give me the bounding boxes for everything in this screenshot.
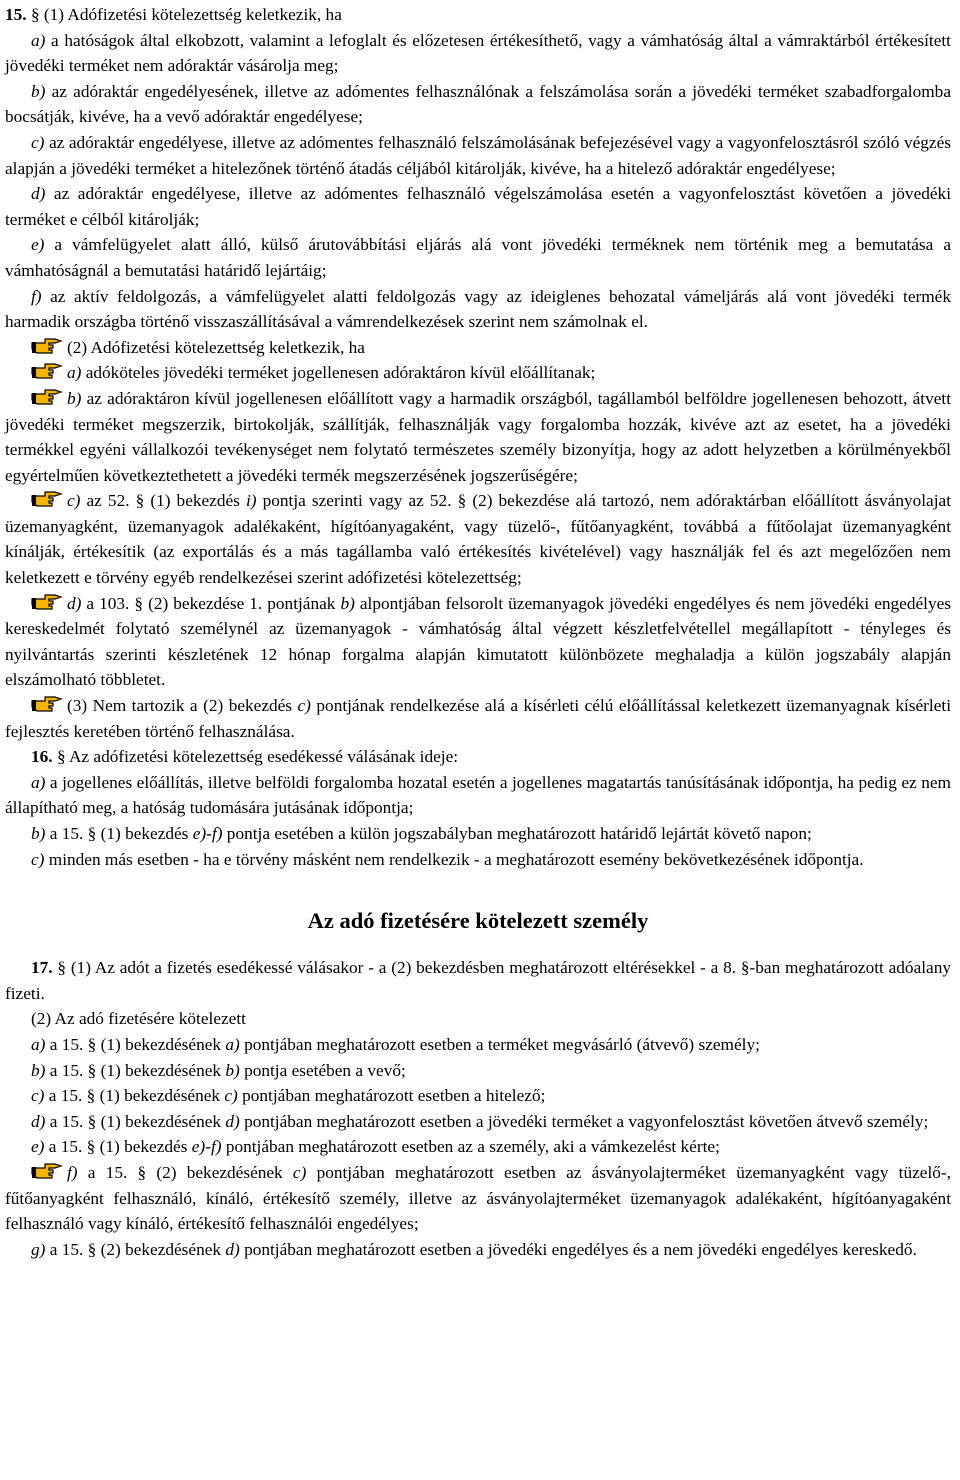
section-17-paragraph-2: (2) Az adó fizetésére kötelezett: [31, 1009, 246, 1029]
pointing-hand-icon[interactable]: [31, 489, 63, 508]
section-15-point-d: d) az adóraktár engedélyese, illetve az adómentes felhasználó végelszámolása esetén a vagyonfelosztást követően a jövedéki terméket e célból kitárolják;: [5, 184, 951, 229]
pointing-hand-icon[interactable]: [31, 336, 63, 355]
section-15-point-a: a) a hatóságok által elkobzott, valamint a lefoglalt és előzetesen értékesíthető, vagy a vámhatóság által a vámraktárból értékesített jövedéki terméket nem adóraktár vásárolja meg;: [5, 30, 951, 76]
section-15-paragraph-1: 15. § (1) Adófizetési kötelezettség keletkezik, ha: [5, 5, 342, 24]
section-15-point-e: e) a vámfelügyelet alatt álló, külső árutovábbítási eljárás alá vont jövedéki terméknek nem történik meg a bemutatása a vámhatóságnál a bemutatási határidő lejártáig;: [5, 235, 951, 280]
section-number: 16.: [31, 747, 53, 767]
section-17-point-e: e) a 15. § (1) bekezdés e)-f) pontjában meghatározott esetben az a személy, aki a vámkezelést kérte;: [31, 1137, 720, 1157]
section-heading: Az adó fizetésére kötelezett személy: [307, 908, 649, 934]
section-16-point-c: c) minden más esetben - ha e törvény másként nem rendelkezik - a meghatározott esemény bekövetkezésének időpontja.: [31, 849, 864, 869]
pointing-hand-icon[interactable]: [31, 1161, 63, 1180]
section-17-paragraph-1: 17. § (1) Az adót a fizetés esedékessé válásakor - a (2) bekezdésben meghatározott eltérésekkel - a 8. §-ban meghatározott adóalany fizeti.: [5, 958, 952, 1003]
section-15-point-f: f) az aktív feldolgozás, a vámfelügyelet alatti feldolgozás vagy az ideiglenes behozatal vámeljárás alá vont jövedéki termék harmadik országba történő visszaszállításával a vámrendelkezések szerint nem számolnak el.: [5, 286, 951, 332]
section-15-point-b: b) az adóraktár engedélyesének, illetve az adómentes felhasználónak a felszámolása során a jövedéki terméket szabadforgalomba bocsátják, kivéve, ha a vevő adóraktár engedélyese;: [5, 81, 951, 127]
section-15-2-point-d: d) a 103. § (2) bekezdése 1. pontjának b) alpontjában felsorolt üzemanyagok jövedéki engedélyes és nem jövedéki engedélyes kereskedelmét folytató személynél az üzemanyagok - vámhatóság által végzett készletfelvétellel megállapított - tényleges és nyilvántartás szerinti készletének 12 hónap forgalma alapján kimutatott különbözete meghaladja a külön jogszabály alapján elszámolható többletet.: [5, 593, 951, 690]
section-17-point-g: g) a 15. § (2) bekezdésének d) pontjában meghatározott esetben a jövedéki engedélyes és a nem jövedéki engedélyes kereskedő.: [31, 1239, 917, 1259]
section-15-paragraph-3: (3) Nem tartozik a (2) bekezdés c) pontjának rendelkezése alá a kísérleti célú előállítással keletkezett üzemanyagnak kísérleti fejlesztés keretében történő felhasználása.: [5, 696, 951, 741]
section-number: 17.: [31, 958, 53, 978]
section-number: 15.: [5, 5, 27, 24]
pointing-hand-icon[interactable]: [31, 387, 63, 406]
section-15-2-point-a: a) adóköteles jövedéki terméket jogellenesen adóraktáron kívül előállítanak;: [5, 360, 951, 386]
section-15-2-point-b: b) az adóraktáron kívül jogellenesen előállított vagy a harmadik országból, tagállamból belföldre jogellenesen behozott, átvett jövedéki terméket megszerzik, birtokolják, szállítják, felhasználják vagy forgalomba hozzák, kivéve azt az esetet, ha a jövedéki termékkel egyéni vállalkozói tevékenységet nem folytató természetes személy bizonyítja, hogy az adott helyzetben a körülményekből egyértelműen következtethetett a jövedéki termék megszerzésének jogszerűségére;: [5, 388, 951, 485]
section-17-point-b: b) a 15. § (1) bekezdésének b) pontja esetében a vevő;: [31, 1060, 406, 1080]
section-16-point-b: b) a 15. § (1) bekezdés e)-f) pontja esetében a külön jogszabályban meghatározott határidő lejártát követő napon;: [31, 824, 812, 843]
pointing-hand-icon[interactable]: [31, 361, 63, 380]
section-15-point-c: c) az adóraktár engedélyese, illetve az adómentes felhasználó felszámolásának befejezésével vagy a vagyonfelosztásról szóló végzés alapján a jövedéki terméket a hitelezőnek történő átadás céljából kitárolják, kivéve, ha a hitelező adóraktár engedélyese;: [5, 132, 951, 178]
pointing-hand-icon[interactable]: [31, 592, 63, 611]
section-16-paragraph-1: 16. § Az adófizetési kötelezettség esedékessé válásának ideje:: [31, 747, 459, 767]
section-15-paragraph-2: (2) Adófizetési kötelezettség keletkezik, ha: [5, 335, 951, 361]
section-17-point-a: a) a 15. § (1) bekezdésének a) pontjában meghatározott esetben a terméket megvásárló (átvevő) személy;: [31, 1034, 760, 1054]
section-15-2-point-c: c) az 52. § (1) bekezdés i) pontja szerinti vagy az 52. § (2) bekezdése alá tartozó, nem adóraktárban előállított ásványolajat üzemanyagként, üzemanyagok adalékaként, hígítóanyagaként, vagy tüzelő-, fűtőanyagként, továbbá a fűtőolajat üzemanyagként kínálják, értékesítik (az exportálás és a más tagállamba való értékesítés kivételével) vagy használják fel és azt megelőzően nem keletkezett e törvény egyéb rendelkezései szerint adófizetési kötelezettség;: [5, 491, 951, 588]
pointing-hand-icon[interactable]: [31, 694, 63, 713]
section-17-point-d: d) a 15. § (1) bekezdésének d) pontjában meghatározott esetben a jövedéki terméket a vagyonfelosztást követően átvevő személy;: [31, 1111, 929, 1131]
section-17-point-f: f) a 15. § (2) bekezdésének c) pontjában meghatározott esetben az ásványolajterméket üzemanyagként vagy tüzelő-, fűtőanyagként felhasználó, kínáló, értékesítő személy, illetve az ásványolajterméket üzemanyagok adalékaként, hígítóanyagaként felhasználó vagy kínáló, értékesítő felhasználói engedélyes;: [5, 1162, 951, 1234]
section-16-point-a: a) a jogellenes előállítás, illetve belföldi forgalomba hozatal esetén a jogellenes magatartás tanúsításának időpontja, ha pedig ez nem állapítható meg, a hatóság tudomására jutásának időpontja;: [5, 772, 951, 818]
section-17-point-c: c) a 15. § (1) bekezdésének c) pontjában meghatározott esetben a hitelező;: [31, 1086, 546, 1106]
